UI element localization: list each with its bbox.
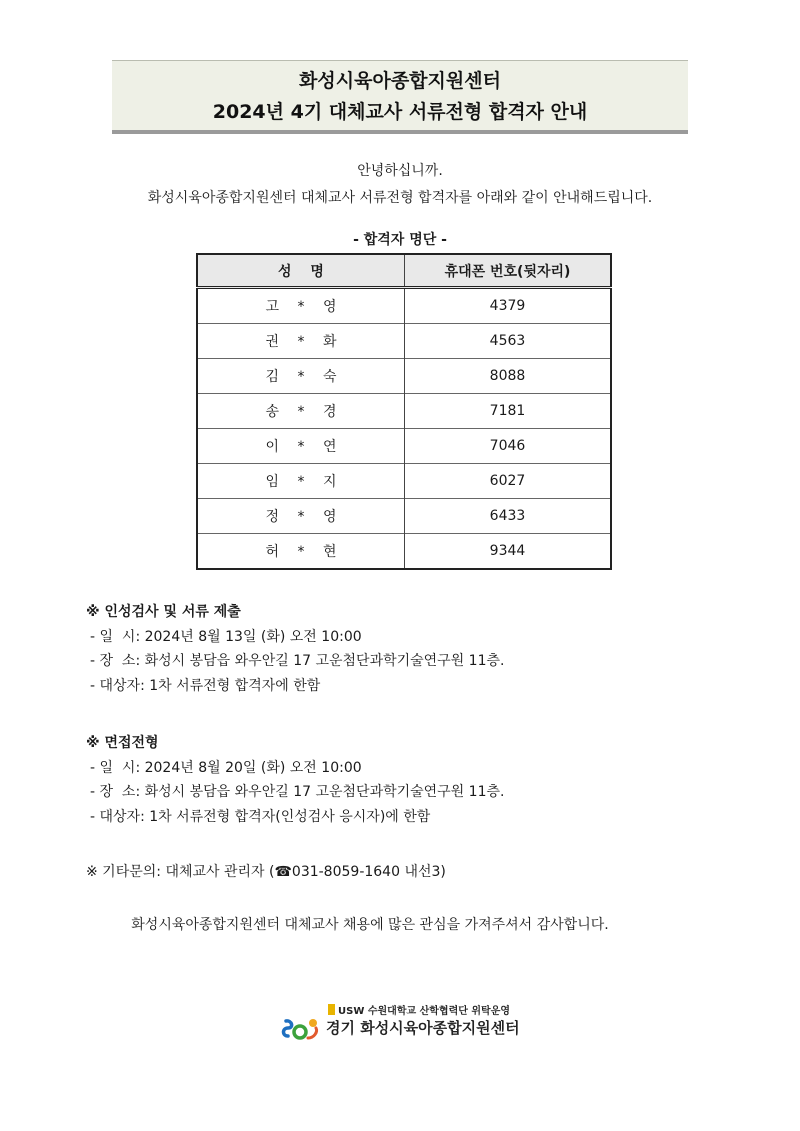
row-phone: 7181 <box>405 394 612 429</box>
table-row <box>197 534 611 570</box>
row-phone: 6433 <box>405 499 612 534</box>
center-name: 경기 화성시육아종합지원센터 <box>326 1019 520 1037</box>
row-phone: 8088 <box>405 359 612 394</box>
header-name: 성 명 <box>197 254 405 288</box>
schedule-target: - 대상자: 1차 서류전형 합격자(인성검사 응시자)에 한함 <box>90 808 431 825</box>
row-name: 고 * 영 <box>197 288 405 324</box>
contact-info: ※ 기타문의: 대체교사 관리자 (☎031-8059-1640 내선3) <box>86 864 446 880</box>
closing-message: 화성시육아종합지원센터 대체교사 채용에 많은 관심을 가져주셔서 감사합니다. <box>131 917 609 933</box>
section-heading: ※ 인성검사 및 서류 제출 <box>86 604 241 620</box>
schedule-target: - 대상자: 1차 서류전형 합격자에 한함 <box>90 677 321 694</box>
roster-title: - 합격자 명단 - <box>353 232 447 248</box>
personality-test-section <box>86 600 504 698</box>
operator-line <box>328 1002 510 1017</box>
roster-table <box>196 253 612 570</box>
interview-section <box>86 731 504 829</box>
row-name: 이 * 연 <box>197 429 405 464</box>
row-name: 권 * 화 <box>197 324 405 359</box>
operator-text: USW 수원대학교 산학협력단 위탁운영 <box>338 1006 511 1017</box>
title-line-2: 2024년 4기 대체교사 서류전형 합격자 안내 <box>212 101 588 123</box>
row-phone: 4563 <box>405 324 612 359</box>
schedule-place: - 장 소: 화성시 봉담읍 와우안길 17 고운첨단과학기술연구원 11층. <box>90 653 505 669</box>
row-phone: 6027 <box>405 464 612 499</box>
table-row <box>197 288 611 324</box>
footer <box>280 1000 540 1050</box>
title-line-1: 화성시육아종합지원센터 <box>299 70 501 92</box>
center-logo-icon <box>280 1014 324 1044</box>
table-row <box>197 394 611 429</box>
row-name: 정 * 영 <box>197 499 405 534</box>
row-name: 임 * 지 <box>197 464 405 499</box>
table-row <box>197 324 611 359</box>
row-name: 김 * 숙 <box>197 359 405 394</box>
row-phone: 4379 <box>489 298 526 314</box>
table-row <box>197 499 611 534</box>
table-row <box>197 359 611 394</box>
greeting: 안녕하십니까. <box>357 163 443 179</box>
row-name: 송 * 경 <box>197 394 405 429</box>
row-phone: 9344 <box>405 534 612 570</box>
title-banner <box>112 60 688 134</box>
intro-message: 화성시육아종합지원센터 대체교사 서류전형 합격자를 아래와 같이 안내해드립니다. <box>147 190 653 206</box>
table-row <box>197 464 611 499</box>
row-phone: 7046 <box>405 429 612 464</box>
schedule-date: - 일 시: 2024년 8월 20일 (화) 오전 10:00 <box>90 759 362 776</box>
schedule-place: - 장 소: 화성시 봉담읍 와우안길 17 고운첨단과학기술연구원 11층. <box>90 784 505 800</box>
usw-logo-icon <box>328 1004 335 1015</box>
row-name: 허 * 현 <box>197 534 405 570</box>
header-phone: 휴대폰 번호(뒷자리) <box>405 254 612 288</box>
schedule-date: - 일 시: 2024년 8월 13일 (화) 오전 10:00 <box>90 628 362 645</box>
roster-header-row <box>197 254 611 288</box>
table-row <box>197 429 611 464</box>
section-heading: ※ 면접전형 <box>86 735 159 751</box>
